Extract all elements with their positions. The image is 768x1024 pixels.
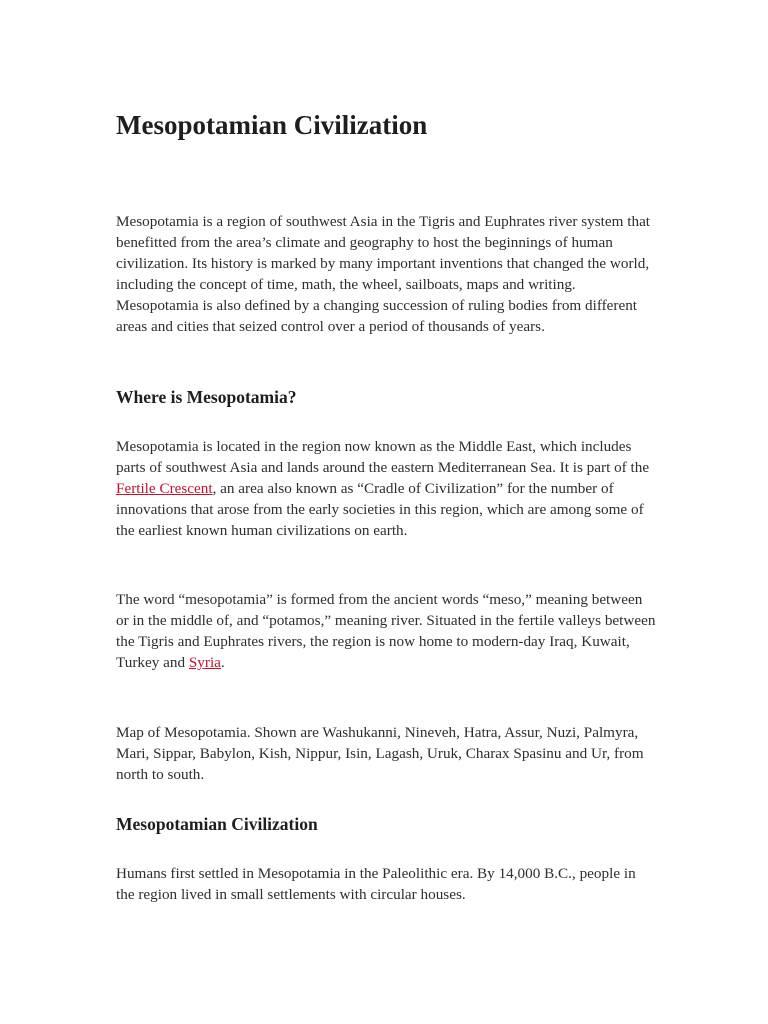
page-title: Mesopotamian Civilization	[116, 110, 428, 140]
civilization-paragraph-1: Humans first settled in Mesopotamia in the Paleolithic era. By 14,000 B.C., people in the region lived in small settlements with circular houses.	[116, 865, 636, 903]
where-paragraph-1	[116, 436, 656, 541]
text-run: The word “mesopotamia” is formed from the ancient words “meso,” meaning between or in the middle of, and “potamos,” meaning river. Situated in the fertile valleys between the Tigris and Euphrates rivers, the region is now home to modern-day Iraq, Kuwait, Turkey and	[116, 591, 656, 671]
text-run: Mesopotamia is located in the region now known as the Middle East, which includes parts of southwest Asia and lands around the eastern Mediterranean Sea. It is part of the	[116, 438, 650, 476]
text-run: .	[220, 654, 225, 671]
intro-paragraph: Mesopotamia is a region of southwest Asia in the Tigris and Euphrates river system that benefitted from the area’s climate and geography to host the beginnings of human civilization. Its history is marked by many important inventions that changed the world, including the concept of time, math, the wheel, sailboats, maps and writing. Mesopotamia is also defined by a changing succession of ruling bodies from different areas and cities that seized control over a period of thousands of years.	[116, 213, 651, 335]
text-run: , an area also known as “Cradle of Civilization” for the number of innovations that arose from the early societies in this region, which are among some of the earliest known human civilizations on earth.	[116, 480, 644, 539]
section-heading-where: Where is Mesopotamia?	[116, 387, 297, 407]
where-paragraph-2	[116, 589, 656, 673]
fertile-crescent-link[interactable]: Fertile Crescent	[116, 480, 213, 497]
syria-link[interactable]: Syria	[188, 654, 221, 671]
map-caption: Map of Mesopotamia. Shown are Washukanni, Nineveh, Hatra, Assur, Nuzi, Palmyra, Mari, Sippar, Babylon, Kish, Nippur, Isin, Lagash, Uruk, Charax Spasinu and Ur, from north to south.	[116, 724, 644, 783]
section-heading-civilization: Mesopotamian Civilization	[116, 814, 318, 834]
